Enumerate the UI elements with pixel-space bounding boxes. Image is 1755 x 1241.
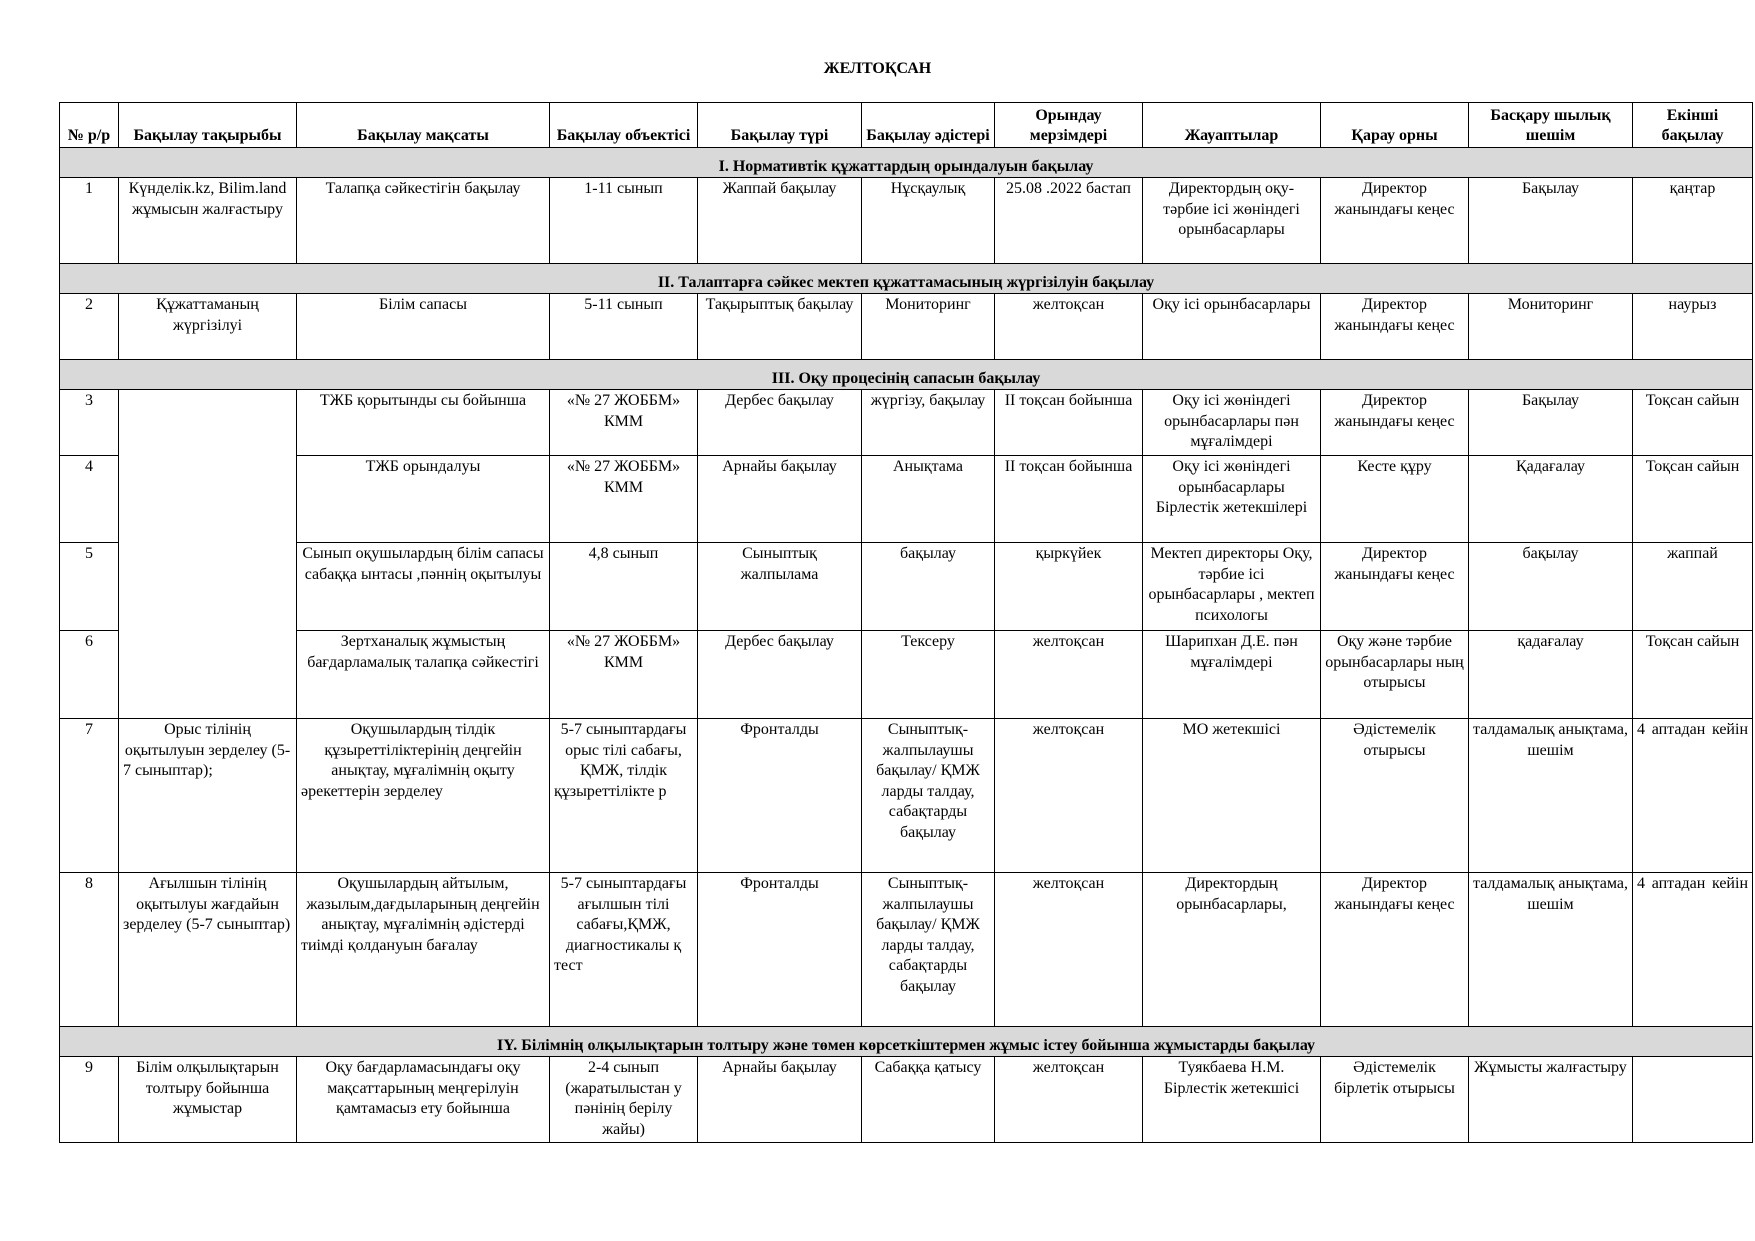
- decision-cell: Бақылау: [1469, 178, 1633, 264]
- method-cell: жүргізу, бақылау: [862, 390, 995, 456]
- page-title: ЖЕЛТОҚСАН: [823, 60, 932, 77]
- type-cell: Арнайы бақылау: [698, 1057, 862, 1143]
- goal-cell: Зертханалық жұмыстың бағдарламалық талапқа сәйкестігі: [297, 631, 550, 719]
- section-row: [60, 148, 1753, 178]
- type-cell: Сыныптық жалпылама: [698, 543, 862, 631]
- table-row: [60, 873, 1753, 1027]
- goal-cell: Оқушылардың айтылым, жазылым,дағдыларының деңгейін анықтау, мұғалімнің әдістерді тиімді қолдануын бағалау: [297, 873, 550, 1027]
- deadline-cell: II тоқсан бойынша: [995, 456, 1143, 543]
- review-place-cell: Әдістемелік отырысы: [1321, 719, 1469, 873]
- responsible-cell: Оқу ісі орынбасарлары: [1143, 294, 1321, 360]
- section-title: IY. Білімнің олқылықтарын толтыру және төмен көрсеткіштермен жұмыс істеу бойынша жұмыстарды бақылау: [60, 1027, 1753, 1057]
- header-cell: Бақылау тақырыбы: [119, 103, 297, 148]
- review-place-cell: Директор жанындағы кеңес: [1321, 294, 1469, 360]
- second-control-cell: [1633, 1057, 1753, 1143]
- table-row: [60, 1057, 1753, 1143]
- row-number: 7: [60, 719, 119, 873]
- object-cell: 1-11 сынып: [550, 178, 698, 264]
- second-control-cell: 4 аптадан кейін: [1633, 719, 1753, 873]
- type-cell: Дербес бақылау: [698, 390, 862, 456]
- deadline-cell: желтоқсан: [995, 1057, 1143, 1143]
- method-cell: бақылау: [862, 543, 995, 631]
- responsible-cell: Мектеп директоры Оқу, тәрбие ісі орынбасарлары , мектеп психологы: [1143, 543, 1321, 631]
- decision-cell: қадағалау: [1469, 631, 1633, 719]
- header-cell: Бақылау әдістері: [862, 103, 995, 148]
- object-cell: 4,8 сынып: [550, 543, 698, 631]
- type-cell: Арнайы бақылау: [698, 456, 862, 543]
- row-number: 5: [60, 543, 119, 631]
- review-place-cell: Директор жанындағы кеңес: [1321, 543, 1469, 631]
- control-plan-table: [59, 102, 1753, 1143]
- method-cell: Сыныптық-жалпылаушы бақылау/ ҚМЖ ларды талдау, сабақтарды бақылау: [862, 873, 995, 1027]
- header-cell: Жауаптылар: [1143, 103, 1321, 148]
- header-cell: Бақылау объектісі: [550, 103, 698, 148]
- decision-cell: Қадағалау: [1469, 456, 1633, 543]
- deadline-cell: желтоқсан: [995, 294, 1143, 360]
- header-cell: Бақылау мақсаты: [297, 103, 550, 148]
- table-header-row: [60, 103, 1753, 148]
- header-cell: Бақылау түрі: [698, 103, 862, 148]
- topic-cell: Білім олқылықтарын толтыру бойынша жұмыстар: [119, 1057, 297, 1143]
- responsible-cell: МО жетекшісі: [1143, 719, 1321, 873]
- table-row: [60, 294, 1753, 360]
- table-row: [60, 543, 1753, 631]
- header-cell: Екінші бақылау: [1633, 103, 1753, 148]
- section-title: III. Оқу процесінің сапасын бақылау: [60, 360, 1753, 390]
- object-cell: «№ 27 ЖОББМ» КММ: [550, 390, 698, 456]
- goal-cell: Сынып оқушылардың білім сапасы сабаққа ынтасы ,пәннің оқытылуы: [297, 543, 550, 631]
- review-place-cell: Оқу және тәрбие орынбасарлары ның отырысы: [1321, 631, 1469, 719]
- object-cell: 5-7 сыныптардағы орыс тілі сабағы, ҚМЖ, тілдік құзыреттілікте р: [550, 719, 698, 873]
- object-cell: 5-7 сыныптардағы ағылшын тілі сабағы,ҚМЖ, диагностикалы қ тест: [550, 873, 698, 1027]
- review-place-cell: Директор жанындағы кеңес: [1321, 390, 1469, 456]
- row-number: 6: [60, 631, 119, 719]
- topic-cell: Күнделік.kz, Bilim.land жұмысын жалғастыру: [119, 178, 297, 264]
- second-control-cell: Тоқсан сайын: [1633, 456, 1753, 543]
- type-cell: Фронталды: [698, 719, 862, 873]
- table-row: [60, 456, 1753, 543]
- decision-cell: талдамалық анықтама, шешім: [1469, 719, 1633, 873]
- table-row: [60, 390, 1753, 456]
- row-number: 9: [60, 1057, 119, 1143]
- review-place-cell: Әдістемелік бірлетік отырысы: [1321, 1057, 1469, 1143]
- type-cell: Тақырыптық бақылау: [698, 294, 862, 360]
- type-cell: Жаппай бақылау: [698, 178, 862, 264]
- deadline-cell: желтоқсан: [995, 873, 1143, 1027]
- object-cell: 2-4 сынып (жаратылыстан у пәнінің берілу жайы): [550, 1057, 698, 1143]
- row-number: 4: [60, 456, 119, 543]
- deadline-cell: желтоқсан: [995, 719, 1143, 873]
- row-number: 1: [60, 178, 119, 264]
- responsible-cell: Туякбаева Н.М. Бірлестік жетекшісі: [1143, 1057, 1321, 1143]
- header-cell: Қарау орны: [1321, 103, 1469, 148]
- goal-cell: Білім сапасы: [297, 294, 550, 360]
- goal-cell: ТЖБ қорытынды сы бойынша: [297, 390, 550, 456]
- method-cell: Сыныптық-жалпылаушы бақылау/ ҚМЖ ларды талдау, сабақтарды бақылау: [862, 719, 995, 873]
- section-row: [60, 360, 1753, 390]
- goal-cell: ТЖБ орындалуы: [297, 456, 550, 543]
- responsible-cell: Оқу ісі жөніндегі орынбасарлары пән мұғалімдері: [1143, 390, 1321, 456]
- responsible-cell: Оқу ісі жөніндегі орынбасарлары Бірлестік жетекшілері: [1143, 456, 1321, 543]
- review-place-cell: Директор жанындағы кеңес: [1321, 873, 1469, 1027]
- goal-cell: Оқу бағдарламасындағы оқу мақсаттарының меңгерілуін қамтамасыз ету бойынша: [297, 1057, 550, 1143]
- row-number: 3: [60, 390, 119, 456]
- header-cell: Орындау мерзімдері: [995, 103, 1143, 148]
- object-cell: 5-11 сынып: [550, 294, 698, 360]
- method-cell: Сабаққа қатысу: [862, 1057, 995, 1143]
- deadline-cell: 25.08 .2022 бастап: [995, 178, 1143, 264]
- section-row: [60, 264, 1753, 294]
- second-control-cell: наурыз: [1633, 294, 1753, 360]
- row-number: 8: [60, 873, 119, 1027]
- table-row: [60, 631, 1753, 719]
- topic-cell: Құжаттаманың жүргізілуі: [119, 294, 297, 360]
- second-control-cell: 4 аптадан кейін: [1633, 873, 1753, 1027]
- second-control-cell: Тоқсан сайын: [1633, 390, 1753, 456]
- object-cell: «№ 27 ЖОББМ» КММ: [550, 456, 698, 543]
- decision-cell: Бақылау: [1469, 390, 1633, 456]
- decision-cell: Мониторинг: [1469, 294, 1633, 360]
- method-cell: Тексеру: [862, 631, 995, 719]
- row-number: 2: [60, 294, 119, 360]
- decision-cell: талдамалық анықтама, шешім: [1469, 873, 1633, 1027]
- responsible-cell: Директордың оқу-тәрбие ісі жөніндегі орынбасарлары: [1143, 178, 1321, 264]
- responsible-cell: Шарипхан Д.Е. пән мұғалімдері: [1143, 631, 1321, 719]
- decision-cell: Жұмысты жалғастыру: [1469, 1057, 1633, 1143]
- deadline-cell: қыркүйек: [995, 543, 1143, 631]
- review-place-cell: Директор жанындағы кеңес: [1321, 178, 1469, 264]
- responsible-cell: Директордың орынбасарлары,: [1143, 873, 1321, 1027]
- goal-cell: Оқушылардың тілдік құзыреттіліктерінің деңгейін анықтау, мұғалімнің оқыту әрекеттерін зерделеу: [297, 719, 550, 873]
- goal-cell: Талапқа сәйкестігін бақылау: [297, 178, 550, 264]
- second-control-cell: жаппай: [1633, 543, 1753, 631]
- section-row: [60, 1027, 1753, 1057]
- table-row: [60, 178, 1753, 264]
- topic-cell: Ағылшын тілінің оқытылуы жағдайын зерделеу (5-7 сыныптар): [119, 873, 297, 1027]
- decision-cell: бақылау: [1469, 543, 1633, 631]
- method-cell: Нұсқаулық: [862, 178, 995, 264]
- deadline-cell: II тоқсан бойынша: [995, 390, 1143, 456]
- type-cell: Фронталды: [698, 873, 862, 1027]
- header-cell: Басқару шылық шешім: [1469, 103, 1633, 148]
- section-title: II. Талаптарға сәйкес мектеп құжаттамасының жүргізілуін бақылау: [60, 264, 1753, 294]
- second-control-cell: Тоқсан сайын: [1633, 631, 1753, 719]
- deadline-cell: желтоқсан: [995, 631, 1143, 719]
- second-control-cell: қаңтар: [1633, 178, 1753, 264]
- section-title: I. Нормативтік құжаттардың орындалуын бақылау: [60, 148, 1753, 178]
- review-place-cell: Кесте құру: [1321, 456, 1469, 543]
- table-row: [60, 719, 1753, 873]
- header-cell: № р/р: [60, 103, 119, 148]
- method-cell: Анықтама: [862, 456, 995, 543]
- method-cell: Мониторинг: [862, 294, 995, 360]
- topic-cell: [119, 390, 297, 719]
- topic-cell: Орыс тілінің оқытылуын зерделеу (5-7 сыныптар);: [119, 719, 297, 873]
- type-cell: Дербес бақылау: [698, 631, 862, 719]
- object-cell: «№ 27 ЖОББМ» КММ: [550, 631, 698, 719]
